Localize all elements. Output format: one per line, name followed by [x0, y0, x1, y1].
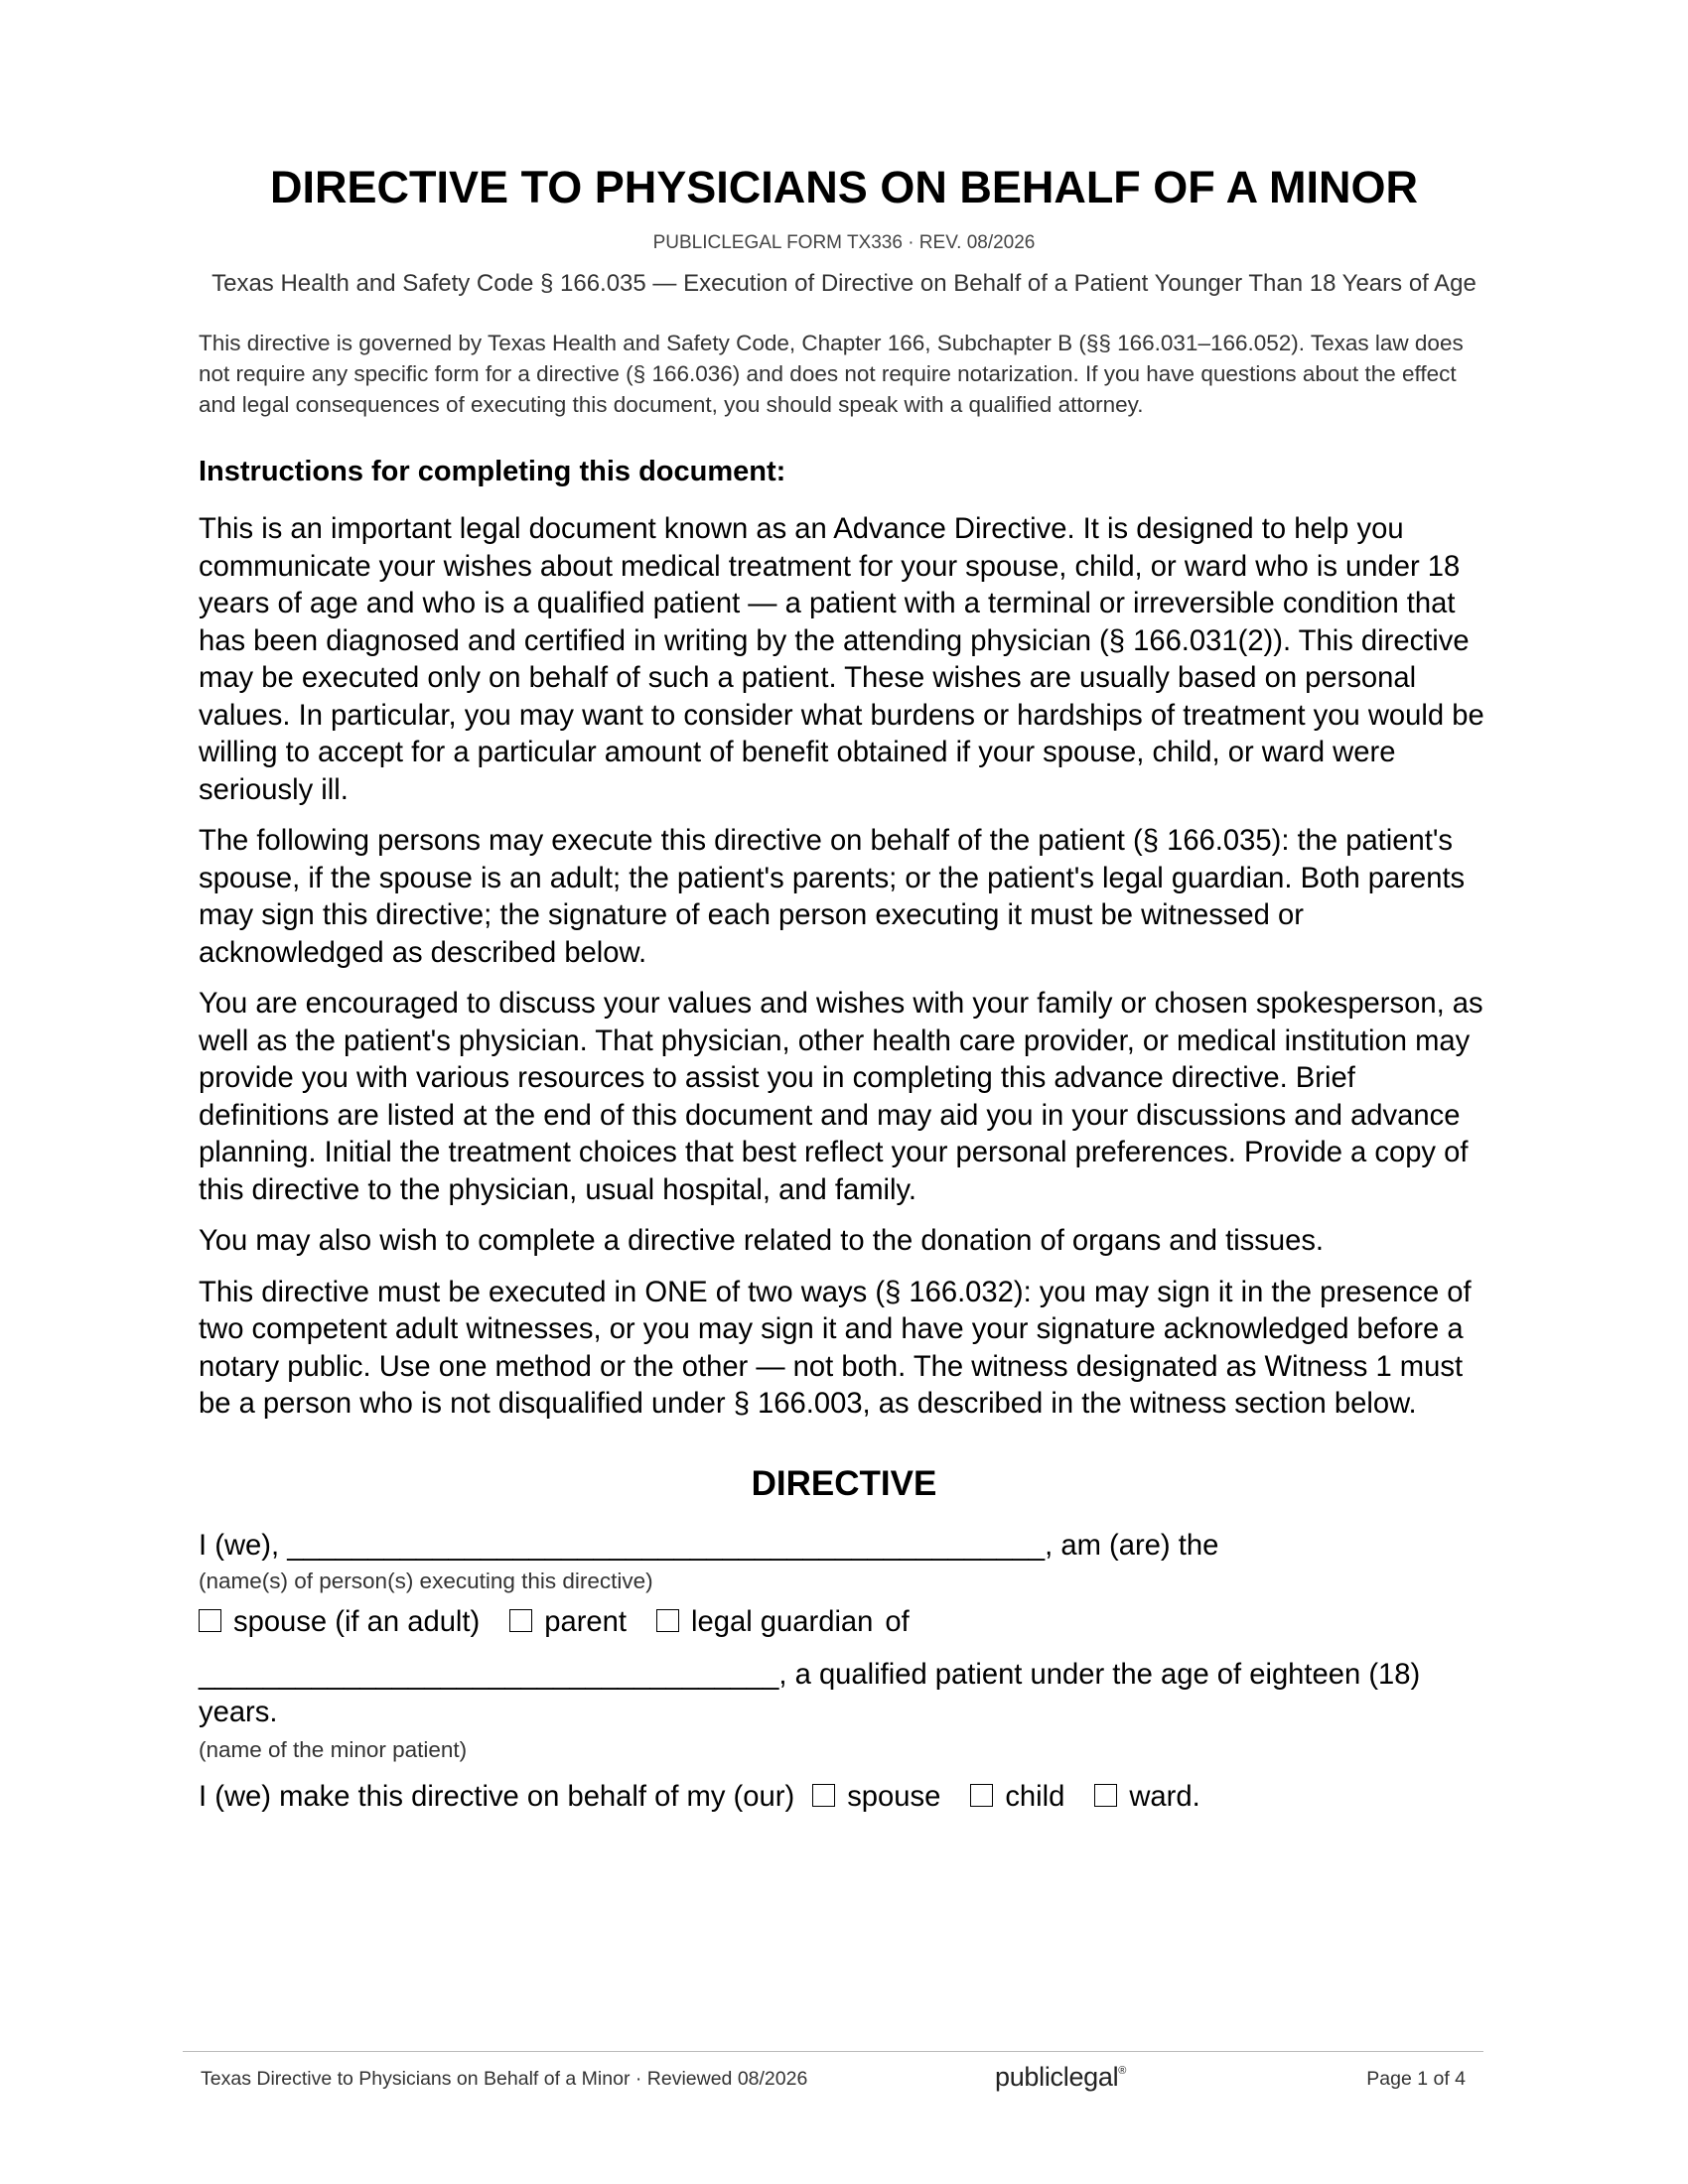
behalf-option-child[interactable]: [970, 1779, 1064, 1817]
instructions-paragraph: This directive must be executed in ONE of two ways (§ 166.032): you may sign it in the presence of two competent adult witnesses, or you may sign it and have your signature acknowledged before a notary public. Use one method or the other — not both. The witness designated as Witness 1 must be a person who is not disqualified under § 166.003, as described in the witness section below.: [199, 1276, 1472, 1421]
instructions-paragraph: You may also wish to complete a directive related to the donation of organs and tissues.: [199, 1225, 1325, 1258]
executor-name-blank[interactable]: _______________________________________________: [287, 1529, 1046, 1562]
instructions-heading: Instructions for completing this document:: [199, 456, 786, 488]
guardian-checkbox[interactable]: [656, 1609, 679, 1632]
footer-document-name: Texas Directive to Physicians on Behalf of a Minor · Reviewed 08/2026: [201, 2068, 808, 2090]
relation-option-guardian[interactable]: [656, 1604, 873, 1642]
executor-suffix: , am (are) the: [1045, 1529, 1219, 1562]
behalf-option-label: ward.: [1129, 1780, 1200, 1813]
patient-name-line: [199, 1656, 1489, 1732]
patient-line-suffix: , a qualified patient under the age of eighteen (18) years.: [199, 1658, 1421, 1729]
form-id: PUBLICLEGAL FORM TX336 · REV. 08/2026: [652, 231, 1036, 253]
spouse-checkbox[interactable]: [199, 1609, 221, 1632]
relation-suffix: of: [885, 1605, 910, 1638]
relation-option-label: spouse (if an adult): [233, 1605, 481, 1638]
parent-checkbox[interactable]: [509, 1609, 532, 1632]
behalf-prefix: I (we) make this directive on behalf of my (our): [199, 1780, 795, 1813]
behalf-spouse-checkbox[interactable]: [812, 1784, 835, 1807]
relation-option-parent[interactable]: [509, 1604, 627, 1642]
executor-prefix: I (we),: [199, 1529, 288, 1562]
behalf-line: [199, 1779, 1489, 1817]
behalf-option-spouse[interactable]: [812, 1779, 940, 1817]
directive-heading: DIRECTIVE: [751, 1463, 937, 1503]
relation-option-label: parent: [544, 1605, 628, 1638]
governing-note: This directive is governed by Texas Health and Safety Code, Chapter 166, Subchapter B (§§ 166.031–166.052). Texas law does not require any specific form for a directive (§ 166.036) and does not require notarization. If you have questions about the effect and legal consequences of executing this document, you should speak with a qualified attorney.: [199, 331, 1464, 417]
logo-text: publiclegal: [995, 2062, 1119, 2092]
relation-options: [199, 1604, 1489, 1642]
behalf-ward-checkbox[interactable]: [1094, 1784, 1117, 1807]
instructions-paragraph: The following persons may execute this directive on behalf of the patient (§ 166.035): the patient's spouse, if the spouse is an adult; the patient's parents; or the patient's legal guardian. Both parents may sign this directive; the signature of each person executing it must be witnessed or acknowledged as described below.: [199, 825, 1466, 969]
patient-name-hint: (name of the minor patient): [199, 1736, 468, 1762]
behalf-option-label: spouse: [847, 1780, 941, 1813]
publiclegal-logo: [995, 2062, 1126, 2093]
patient-name-blank[interactable]: ____________________________________: [199, 1658, 779, 1691]
behalf-child-checkbox[interactable]: [970, 1784, 993, 1807]
registered-mark: ®: [1118, 2065, 1127, 2077]
relation-option-spouse[interactable]: [199, 1604, 480, 1642]
page-content: [199, 163, 1489, 1817]
instructions-paragraph: You are encouraged to discuss your values and wishes with your family or chosen spokesperson, as well as the patient's physician. That physician, other health care provider, or medical institution may provide you with various resources to assist you in completing this advance directive. Brief definitions are listed at the end of this document and may aid you in your discussions and advance planning. Initial the treatment choices that best reflect your personal preferences. Provide a copy of this directive to the physician, usual hospital, and family.: [199, 988, 1483, 1206]
relation-option-label: legal guardian: [691, 1605, 874, 1638]
behalf-option-ward[interactable]: [1094, 1779, 1199, 1817]
instructions-paragraph: This is an important legal document known as an Advance Directive. It is designed to help you communicate your wishes about medical treatment for your spouse, child, or ward who is under 18 years of age and who is a qualified patient — a patient with a terminal or irreversible condition that has been diagnosed and certified in writing by the attending physician (§ 166.031(2)). This directive may be executed only on behalf of such a patient. These wishes are usually based on personal values. In particular, you may want to consider what burdens or hardships of treatment you would be willing to accept for a particular amount of benefit obtained if your spouse, child, or ward were seriously ill.: [199, 513, 1484, 806]
executor-name-hint: (name(s) of person(s) executing this directive): [199, 1568, 653, 1593]
page-footer: [183, 2051, 1483, 2112]
executor-name-line: [199, 1529, 1489, 1564]
page-number: Page 1 of 4: [1366, 2068, 1466, 2090]
document-title: DIRECTIVE TO PHYSICIANS ON BEHALF OF A MINOR: [270, 162, 1418, 212]
behalf-option-label: child: [1005, 1780, 1065, 1813]
statute-subtitle: Texas Health and Safety Code § 166.035 — Execution of Directive on Behalf of a Patient Younger Than 18 Years of Age: [211, 270, 1477, 298]
